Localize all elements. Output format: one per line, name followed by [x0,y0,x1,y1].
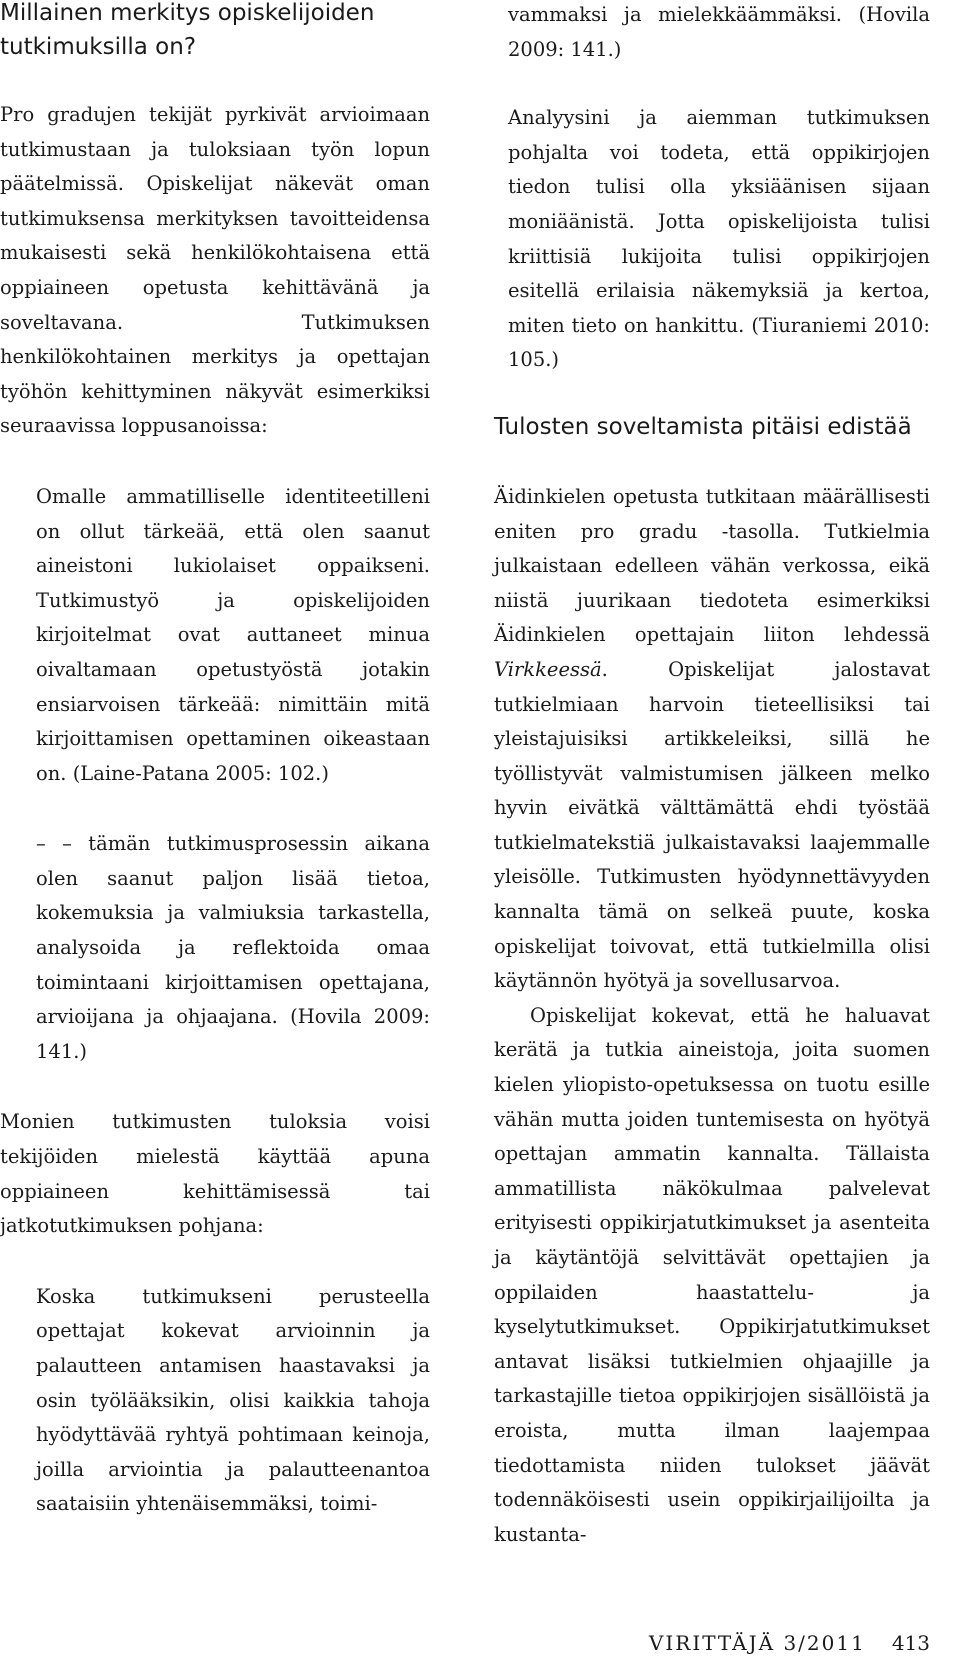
block-quote-continued: vammaksi ja mielekkäämmäksi. (Hovila 2009: 141.) [508,3,930,61]
block-quote: Omalle ammatilliselle identiteetilleni on ollut tärkeää, että olen saanut aineistoni lukiolaiset oppaikseni. Tutkimustyö ja opiskelijoiden kirjoitelmat ovat auttaneet minua oivaltamaan opetustyöstä jotakin ensiarvoisen tärkeää: nimittäin mitä kirjoittamisen opettaminen oikeastaan on. (Laine-Patana 2005: 102.) [36,484,430,785]
block-quote: Koska tutkimukseni perusteella opettajat kokevat arvioinnin ja palautteen antamisen haastavaksi ja osin työlääksikin, olisi kaikkia tahoja hyödyttävää ryhtyä pohtimaan keinoja, joilla arviointia ja palautteenantoa saataisiin yhtenäisemmäksi, toimi- [36,1284,430,1516]
paragraph-text: Äidinkielen opetusta tutkitaan määrällisesti eniten pro gradu -tasolla. Tutkielmia julkaistaan edelleen vähän verkossa, eikä niistä juurikaan tiedoteta esimerkiksi Äidinkielen opettajain liiton lehdessä [494,484,930,647]
paragraph: Monien tutkimusten tuloksia voisi tekijöiden mielestä käyttää apuna oppiaineen kehittämisessä tai jatkotutkimuksen pohjana: [0,1110,430,1238]
block-quote: – – tämän tutkimusprosessin aikana olen saanut paljon lisää tietoa, kokemuksia ja valmiuksia tarkastella, analysoida ja reflektoida omaa toimintaani kirjoittamisen opettajana, arvioijana ja ohjaajana. (Hovila 2009: 141.) [36,832,430,1063]
journal-name: Virkkeessä [494,657,602,681]
section-heading: Millainen merkitys opiskelijoiden tutkimuksilla on? [0,0,375,60]
paragraph: Opiskelijat kokevat, että he haluavat kerätä ja tutkia aineistoja, joita suomen kielen yliopisto-opetuksessa on tuotu esille vähän mutta joiden tuntemisesta on hyötyä opettajan ammatin kannalta. Tällaista ammatillista näkökulmaa palvelevat erityisesti oppikirjatutkimukset ja asenteita ja käytäntöjä selvittävät opettajien ja oppilaiden haastattelu- ja kyselytutkimukset. Oppikirjatutkimukset antavat lisäksi tutkielmien ohjaajille ja tarkastajille tietoa oppikirjojen sisällöistä ja eroista, mutta ilman laajempaa tiedottamista niiden tulokset jäävät todennäköisesti usein oppikirjailijoilta ja kustanta- [494,1003,930,1546]
block-quote: Analyysini ja aiemman tutkimuksen pohjalta voi todeta, että oppikirjojen tiedon tulisi olla yksiäänisen sijaan moniäänistä. Jotta opiskelijoista tulisi kriittisiä lukijoita tulisi oppikirjojen esitellä erilaisia näkemyksiä ja kertoa, miten tieto on hankittu. (Tiuraniemi 2010: 105.) [508,106,930,372]
journal-issue: VIRITTÄJÄ 3/2011 [648,1631,866,1655]
paragraph-text: . Opiskelijat jalostavat tutkielmiaan harvoin tieteellisiksi tai yleistajuisiksi artikkeleiksi, sillä he työllistyvät valmistumisen jälkeen melko hyvin eivätkä välttämättä ehdi työstää tutkielmatekstiä julkaistavaksi laajemmalle yleisölle. Tutkimusten hyödynnettävyyden kannalta tämä on selkeä puute, koska opiskelijat toivovat, että tutkielmilla olisi käytännön hyötyä ja sovellusarvoa. [494,657,930,993]
paragraph [494,480,930,999]
left-column [0,0,430,1522]
paragraph: Pro gradujen tekijät pyrkivät arvioimaan tutkimustaan ja tuloksiaan työn lopun päätelmissä. Opiskelijat näkevät oman tutkimuksensa merkityksen tavoitteidensa mukaisesti sekä henkilökohtaisena että oppiaineen opetusta kehittävänä ja soveltavana. Tutkimuksen henkilökohtainen merkitys ja opettajan työhön kehittyminen näkyvät esimerkiksi seuraavissa loppusanoissa: [0,103,430,438]
right-column [494,0,930,1552]
page-number: 413 [891,1631,930,1655]
section-heading: Tulosten soveltamista pitäisi edistää [494,413,912,440]
page-footer [649,1631,930,1655]
